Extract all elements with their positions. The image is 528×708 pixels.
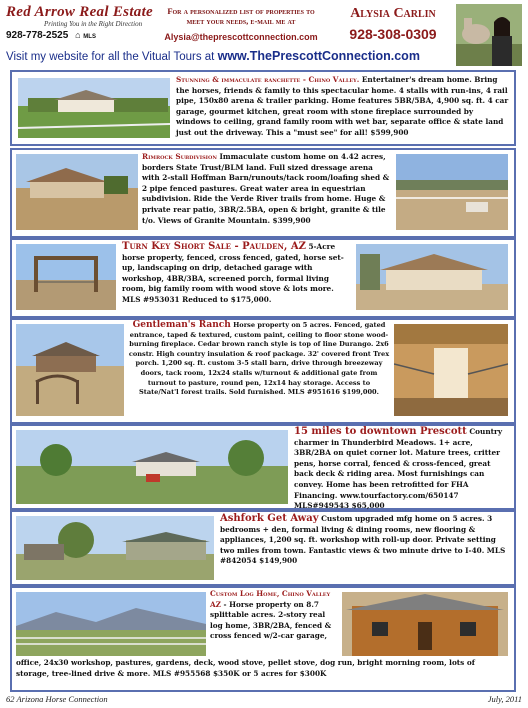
listing-heading: 15 miles to downtown Prescott bbox=[294, 426, 467, 437]
listing-tail: www.tourfactory.com/650147 MLS#949543 $65,000 bbox=[294, 490, 459, 511]
listing-card bbox=[10, 238, 516, 318]
listing-heading: Gentleman's Ranch bbox=[132, 320, 231, 330]
footer-date: July, 2011 bbox=[487, 694, 522, 704]
footer-page-info: 62 Arizona Horse Connection bbox=[6, 694, 108, 704]
listing-text bbox=[176, 75, 510, 139]
listing-text bbox=[142, 152, 390, 226]
rimrock-house-photo bbox=[16, 154, 138, 230]
listing-card bbox=[10, 424, 516, 510]
paulden-house-photo bbox=[356, 244, 508, 310]
listing-body: Custom upgraded mfg home on 5 acres. 3 bedrooms + den, formal living & dining rooms, new flooring & appliances, 1,200 sq. ft. workshop with roll-up door. Private setting two miles from town. Fantastic views & two minute drive to I-40. MLS #842054 $149,900 bbox=[220, 514, 506, 566]
website-line bbox=[6, 49, 456, 63]
arena-photo bbox=[396, 154, 508, 230]
listing-card bbox=[10, 510, 516, 586]
promo-line-2: meet your needs, e-mail me at bbox=[186, 16, 296, 26]
promo-text bbox=[156, 6, 326, 26]
gentleman-ranch-photo bbox=[16, 324, 124, 416]
listing-heading: Rimrock Subdivision bbox=[142, 152, 217, 161]
brand-name: Red Arrow Real Estate bbox=[6, 4, 154, 20]
listing-card bbox=[10, 70, 516, 146]
listing-body: 5-Acre horse property, fenced, cross fenced, gated, horse set-up, landscaping on drip, detached garage with workshop, 4BR/3BA, screened porch, formal living room, big family room with wood stove & lots more. MLS #953031 Reduced to $175,000. bbox=[122, 242, 344, 304]
listing-heading: Turn Key Short Sale - Paulden, AZ bbox=[122, 241, 306, 252]
listing-body: Entertainer's dream home. Bring the horses, friends & family to this spectacular home. 4 stalls with run-ins, 4 rail pipe, 150x80 arena & trailer parking. Home features 5BR/5BA, 4,900 sq. ft. 4 car garage, gourmet kitchen, great room with stone fireplace surrounded by windows to ceiling, grand family room with wet bar, separate office & state land just out the driveway. This a "must see" for all! $599,900 bbox=[176, 75, 509, 137]
listing-card bbox=[10, 586, 516, 692]
listing-text bbox=[128, 321, 390, 398]
website-url[interactable]: www.ThePrescottConnection.com bbox=[217, 49, 420, 63]
office-phone-row bbox=[6, 30, 156, 41]
listing-body: Country charmer in Thunderbird Meadows. 1+ acre, 3BR/2BA on quiet corner lot. Mature trees, critter pens, horse corral, fenced & cross-fenced, great back deck & riding area. Most furnishings can convey. Home has been retrofitted for FHA Financing. bbox=[294, 427, 503, 500]
barn-interior-photo bbox=[394, 324, 508, 416]
listing-heading: Ashfork Get Away bbox=[220, 513, 319, 524]
log-home-land-photo bbox=[16, 592, 206, 656]
listing-text bbox=[220, 514, 510, 567]
promo-line-1: For a personalized list of properties to bbox=[167, 6, 315, 16]
listing-text bbox=[122, 242, 352, 306]
listing-text bbox=[294, 427, 510, 512]
listing-text bbox=[210, 589, 338, 642]
equal-housing-icon: ⌂ bbox=[75, 30, 81, 40]
mls-label: MLS bbox=[83, 34, 96, 40]
listing-body: Immaculate custom home on 4.42 acres, borders State Trust/BLM land. Full sized dressage arena with 2-stall Hoffman Barn/runouts/tack room/loafing shed & 2 pipe fenced pastures. Great water area in equestrian subdivision. Ride the Verde River trails from home. Huge & private rear patio, 3BR/2.5BA, open & bright, granite & tile t/o. Views of Granite Mountain. $399,900 bbox=[142, 152, 390, 225]
agent-phone: 928-308-0309 bbox=[349, 26, 437, 42]
listing-body: Horse property on 5 acres. Fenced, gated entrance, taped & textured, custom paint, ceiling to floor stone wood-burning fireplace. Cedar brown ranch style is top of line Durango. 2x6 constr. High country insulation & roof package. 32' covered front Trex porch. 1,200 sq. ft. custom 3-5 stall barn, drive through breezeway doors, tack room, 12x24 stalls w/turnout & additional gate from turnout to pasture, round pen, 12x14 hay storage. Access to State/Nat'l forest trails. Sold furnished. MLS #951616 $199,000. bbox=[128, 321, 390, 397]
paulden-gate-photo bbox=[16, 244, 116, 310]
prescott-home-photo bbox=[16, 430, 288, 504]
page-footer bbox=[6, 694, 522, 704]
ashfork-home-photo bbox=[16, 516, 214, 580]
brand-logo bbox=[6, 4, 156, 41]
listing-heading: Stunning & immaculate ranchette - Chino Valley. bbox=[176, 75, 360, 84]
listing-card bbox=[10, 148, 516, 238]
agent-email[interactable]: Alysia@theprescottconnection.com bbox=[164, 32, 318, 42]
website-prefix: Visit my website for all the Vitual Tours at bbox=[6, 51, 215, 63]
listing-heading: Custom Log Home, Chino Valley AZ bbox=[210, 589, 331, 609]
page-header bbox=[0, 0, 528, 48]
agent-name: Alysia Carlin bbox=[350, 6, 436, 21]
brand-tagline: Printing You in the Right Direction bbox=[44, 20, 143, 28]
listing-body: - Horse property on 8.7 splittable acres. 2-story real log home, 3BR/2BA, fenced & cross fenced w/2-car garage, bbox=[210, 599, 332, 641]
listing-tail: office, 24x30 workshop, pastures, gardens, deck, wood stove, pellet stove, dog run, bright morning room, lots of storage, tree-lined drive & more. MLS #955568 $350K or 5 acres for $300K bbox=[16, 658, 475, 678]
log-home-photo bbox=[342, 592, 508, 656]
listing-card bbox=[10, 318, 516, 424]
ranchette-photo bbox=[18, 78, 170, 138]
agent-photo bbox=[456, 4, 522, 66]
office-phone: 928-778-2525 bbox=[6, 30, 69, 41]
listing-continuation bbox=[16, 658, 510, 679]
